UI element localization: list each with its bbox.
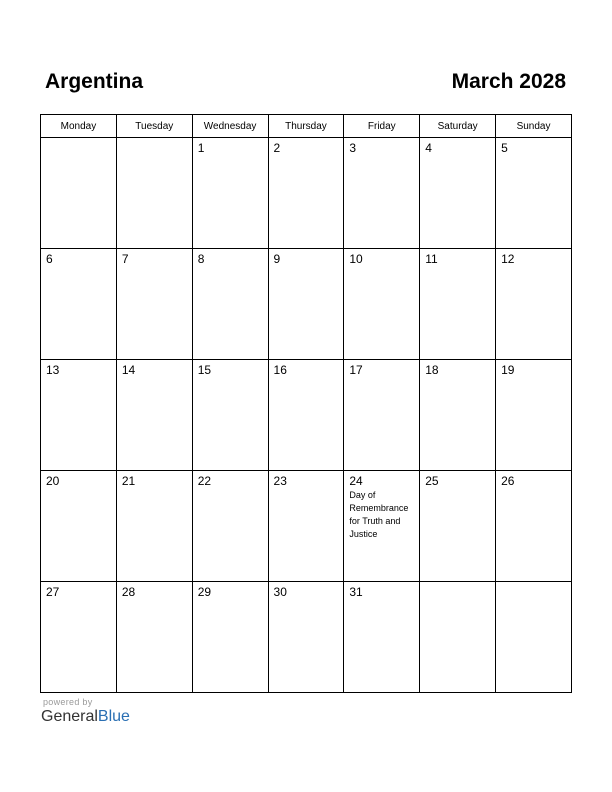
empty-day-cell: [41, 138, 117, 249]
day-cell: [496, 471, 572, 582]
day-number: 31: [349, 585, 363, 599]
day-cell: [496, 138, 572, 249]
day-number: 20: [46, 474, 60, 488]
brand-general-text: General: [41, 708, 98, 725]
day-cell: [420, 138, 496, 249]
weekday-header: Sunday: [496, 115, 572, 138]
empty-day-cell: [420, 582, 496, 693]
day-number: 11: [425, 252, 438, 266]
day-number: 25: [425, 474, 439, 488]
day-number: 7: [121, 252, 129, 266]
brand-logo: [41, 708, 130, 726]
day-cell: [344, 471, 420, 582]
day-cell: [344, 360, 420, 471]
weekday-header: Thursday: [268, 115, 344, 138]
powered-by-label: powered by: [43, 697, 93, 707]
day-number: 15: [197, 363, 212, 377]
empty-day-cell: [496, 582, 572, 693]
day-number: 24: [349, 474, 363, 488]
day-number: 30: [273, 585, 287, 599]
day-cell: [268, 360, 344, 471]
day-cell: [41, 360, 117, 471]
day-cell: [192, 471, 268, 582]
day-number: 9: [273, 252, 281, 266]
weekday-header: Saturday: [420, 115, 496, 138]
day-number: 10: [349, 252, 363, 266]
holiday-label: Day of Remembrance for Truth and Justice: [349, 490, 409, 539]
day-cell: [116, 471, 192, 582]
day-number: 22: [197, 474, 212, 488]
week-row: [41, 360, 572, 471]
day-number: 8: [197, 252, 205, 266]
calendar-grid: [40, 114, 572, 693]
day-number: 19: [501, 363, 515, 377]
weekday-header: Monday: [41, 115, 117, 138]
day-cell: [192, 582, 268, 693]
day-cell: [420, 360, 496, 471]
day-number: 29: [197, 585, 212, 599]
week-row: [41, 582, 572, 693]
day-number: 16: [273, 363, 287, 377]
empty-day-cell: [116, 138, 192, 249]
day-cell: [41, 582, 117, 693]
day-number: 1: [197, 141, 205, 155]
week-row: [41, 249, 572, 360]
day-number: 17: [349, 363, 363, 377]
day-cell: [420, 249, 496, 360]
day-number: 18: [425, 363, 439, 377]
day-number: 12: [501, 252, 515, 266]
day-number: 4: [425, 141, 432, 155]
day-number: 2: [273, 141, 281, 155]
day-cell: [268, 471, 344, 582]
day-cell: [420, 471, 496, 582]
day-cell: [344, 249, 420, 360]
day-number: 27: [46, 585, 60, 599]
day-number: 5: [501, 141, 508, 155]
day-cell: [268, 582, 344, 693]
day-cell: [116, 582, 192, 693]
day-number: 26: [501, 474, 515, 488]
week-row: [41, 138, 572, 249]
country-title: Argentina: [45, 70, 144, 93]
day-cell: [116, 360, 192, 471]
day-number: 21: [121, 474, 136, 488]
weekday-header: Tuesday: [116, 115, 192, 138]
day-number: 28: [121, 585, 136, 599]
day-cell: [344, 138, 420, 249]
day-number: 6: [46, 252, 53, 266]
day-cell: [192, 249, 268, 360]
day-number: 3: [349, 141, 357, 155]
day-cell: [116, 249, 192, 360]
brand-blue-text: Blue: [97, 708, 130, 725]
weekday-header: Friday: [344, 115, 420, 138]
day-cell: [496, 249, 572, 360]
day-number: 23: [273, 474, 287, 488]
day-cell: [192, 360, 268, 471]
day-cell: [41, 471, 117, 582]
month-year-title: March 2028: [451, 70, 566, 93]
day-cell: [496, 360, 572, 471]
weekday-header-row: [41, 115, 572, 138]
day-number: 13: [46, 363, 60, 377]
day-cell: [41, 249, 117, 360]
day-cell: [192, 138, 268, 249]
day-cell: [268, 249, 344, 360]
day-number: 14: [121, 363, 136, 377]
weekday-header: Wednesday: [192, 115, 268, 138]
day-cell: [344, 582, 420, 693]
week-row: [41, 471, 572, 582]
day-cell: [268, 138, 344, 249]
